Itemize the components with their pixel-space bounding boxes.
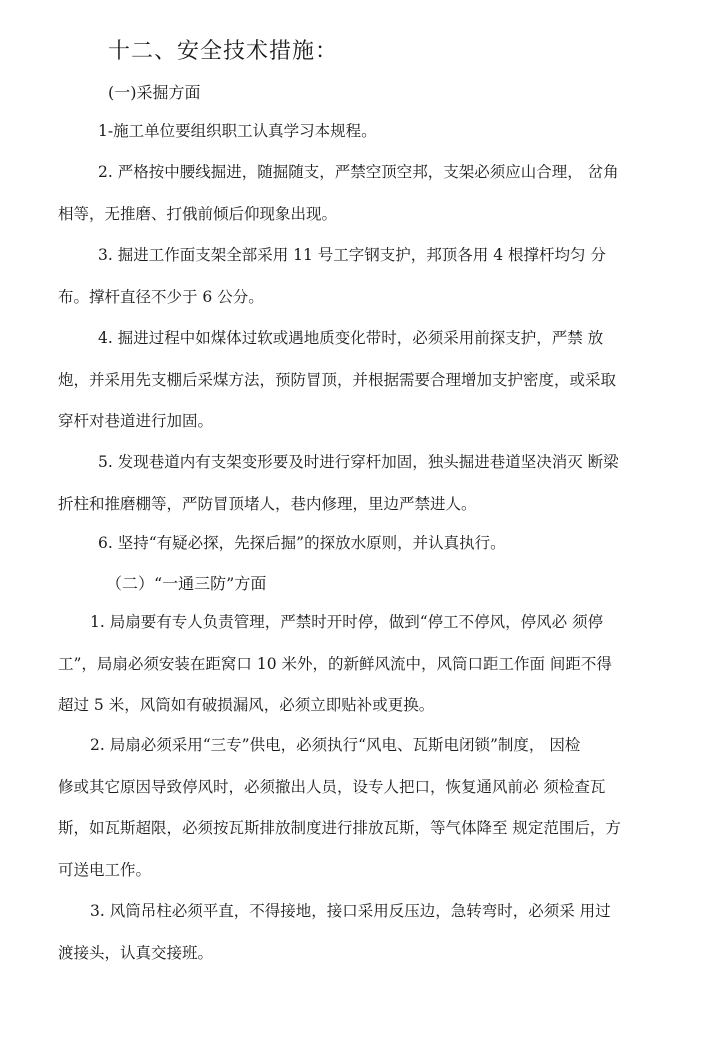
paragraph-1-3 xyxy=(58,235,682,318)
paragraph-line: 相等，无推磨、打俄前倾后仰现象出现。 xyxy=(58,204,338,223)
paragraph-line: 4. 掘进过程中如煤体过软或遇地质变化带时，必须采用前探支护，严禁 放 xyxy=(98,329,604,347)
paragraph-1-6 xyxy=(58,523,682,565)
paragraph-line: 3. 掘进工作面支架全部采用 11 号工字钢支护，邦顶各用 4 根撑杆均匀 分 xyxy=(98,246,606,264)
paragraph-line: 超过 5 米，风筒如有破损漏风，必须立即贴补或更换。 xyxy=(58,696,435,714)
paragraph-2-1 xyxy=(58,602,682,727)
paragraph-line: 炮，并采用先支棚后采煤方法，预防冒顶，并根据需要合理增加支护密度，或采取 xyxy=(58,370,617,389)
page-title: 十二、安全技术措施： xyxy=(108,39,339,64)
paragraph-line: 布。撑杆直径不少于 6 公分。 xyxy=(58,287,264,306)
paragraph-line: 1. 局扇要有专人负责管理，严禁时开时停，做到“停工不停风，停风必 须停 xyxy=(90,613,604,631)
paragraph-line: 渡接头，认真交接班。 xyxy=(58,943,214,962)
paragraph-line: 修或其它原因导致停风时，必须撤出人员，设专人把口，恢复通风前必 须检查瓦 xyxy=(58,777,606,796)
paragraph-line: 2. 局扇必须采用“三专”供电，必须执行“风电、瓦斯电闭锁”制度， 因检 xyxy=(90,736,581,754)
paragraph-line: 斯，如瓦斯超限，必须按瓦斯排放制度进行排放瓦斯，等气体降至 规定范围后，方 xyxy=(58,819,621,837)
paragraph-1-4 xyxy=(58,318,682,443)
paragraph-1-2 xyxy=(58,152,682,235)
paragraph-line: 1-施工单位要组织职工认真学习本规程。 xyxy=(98,122,377,140)
paragraph-line: 6. 坚持“有疑必探，先探后掘”的探放水原则，并认真执行。 xyxy=(98,534,506,552)
paragraph-line: 2. 严格按中腰线掘进，随掘随支，严禁空顶空邦，支架必须应山合理， 岔角 xyxy=(98,163,619,181)
paragraph-1-1 xyxy=(58,111,682,153)
paragraph-line: 可送电工作。 xyxy=(58,860,152,879)
section-heading-excavation: (一)采掘方面 xyxy=(108,83,201,102)
paragraph-line: 3. 风筒吊柱必须平直，不得接地，接口采用反压边，急转弯时，必须采 用过 xyxy=(90,902,611,920)
paragraph-line: 折柱和推磨棚等，严防冒顶堵人，巷内修理，里边严禁进人。 xyxy=(58,494,477,513)
paragraph-line: 穿杆对巷道进行加固。 xyxy=(58,412,214,430)
paragraph-2-3 xyxy=(58,891,682,974)
paragraph-line: 5. 发现巷道内有支架变形要及时进行穿杆加固，独头掘进巷道坚决消灭 断梁 xyxy=(98,453,619,471)
paragraph-line: 工”，局扇必须安装在距窝口 10 米外，的新鲜风流中，风筒口距工作面 间距不得 xyxy=(58,654,612,673)
paragraph-1-5 xyxy=(58,442,682,525)
section-heading-ventilation: （二）“一通三防”方面 xyxy=(106,574,267,593)
paragraph-2-2 xyxy=(58,725,682,891)
